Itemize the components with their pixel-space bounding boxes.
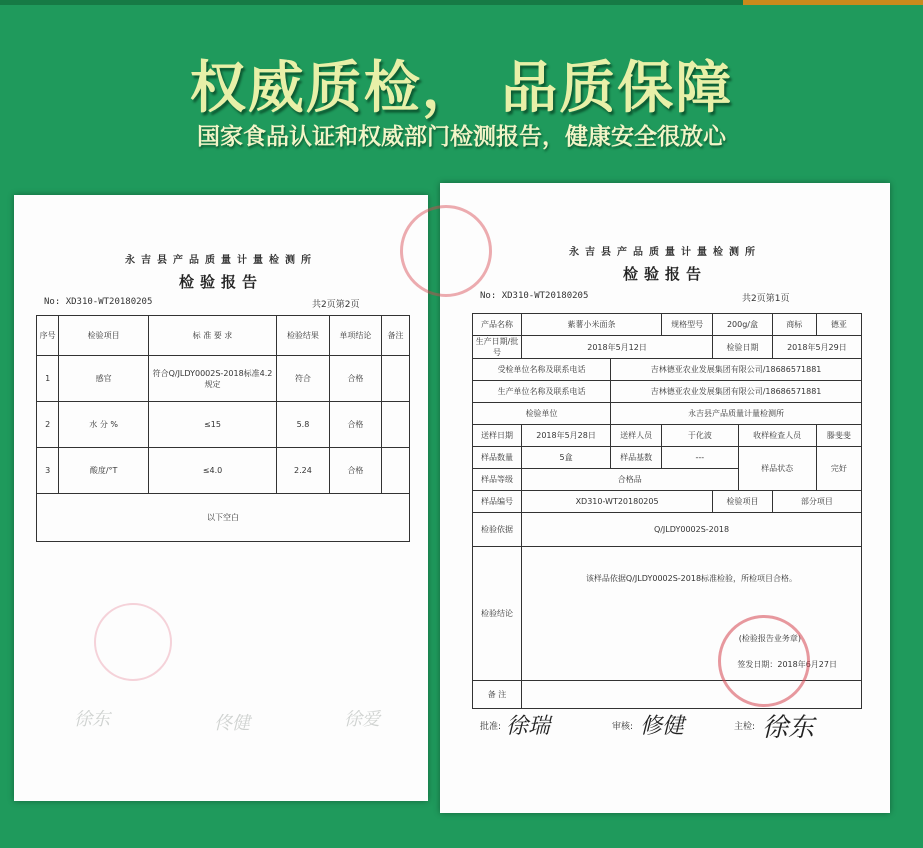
seal-note: (检验报告业务章) <box>738 634 801 643</box>
table-row: 样品编号 XD310-WT20180205 检验项目 部分项目 <box>473 491 862 513</box>
approve-label: 批准: <box>480 722 502 732</box>
table-row: 3 酸度/°T ≤4.0 2.24 合格 <box>37 448 410 494</box>
left-page: 共2页第2页 <box>312 300 360 310</box>
right-title: 检验报告 <box>622 265 707 283</box>
table-footer-row <box>37 494 410 542</box>
table-row: 送样日期 2018年5月28日 送样人员 于化波 收样检查人员 滕斐斐 <box>473 425 862 447</box>
official-stamp <box>718 615 810 707</box>
faint-signature: 徐爱 <box>344 709 380 730</box>
table-header-row <box>37 316 410 356</box>
table-row: 产品名称 紫薯小米面条 规格型号 200g/盒 商标 德亚 <box>473 314 862 336</box>
table-row: 生产单位名称及联系电话 吉林德亚农业发展集团有限公司/18686571881 <box>473 381 862 403</box>
conclusion-cell <box>522 547 862 681</box>
table-row: 受检单位名称及联系电话 吉林德亚农业发展集团有限公司/18686571881 <box>473 359 862 381</box>
main-inspector-label: 主检: <box>734 722 756 732</box>
header-cell: 检验结果 <box>277 316 330 356</box>
table-row: 2 水 分 % ≤15 5.8 合格 <box>37 402 410 448</box>
right-institute: 永吉县产品质量计量检测所 <box>569 247 761 258</box>
banner-headline: 权威质检， 品质保障 <box>189 56 734 121</box>
conclusion-text: 该样品依据Q/JLDY0002S-2018标准检验，所检项目合格。 <box>585 574 798 583</box>
left-title: 检验报告 <box>178 273 263 291</box>
header-cell: 序号 <box>37 316 59 356</box>
issue-date: 签发日期：2018年6月27日 <box>737 660 837 669</box>
header-cell: 检验项目 <box>59 316 149 356</box>
table-row: 检验依据 Q/JLDY0002S-2018 <box>473 513 862 547</box>
review-label: 审核: <box>612 722 634 732</box>
right-number: No: XD310-WT20180205 <box>480 291 589 301</box>
header-cell: 标 准 要 求 <box>148 316 276 356</box>
faint-signature: 佟健 <box>214 713 250 734</box>
left-results-table <box>36 315 410 542</box>
table-row: 检验单位 永吉县产品质量计量检测所 <box>473 403 862 425</box>
report-page-2 <box>14 195 428 801</box>
header-cell: 备注 <box>382 316 410 356</box>
header-cell: 单项结论 <box>329 316 381 356</box>
main-inspector-signature: 徐东 <box>762 713 815 743</box>
review-signature: 修健 <box>640 714 685 739</box>
blank-note: 以下空白 <box>37 494 410 542</box>
table-row: 样品等级 合格品 <box>473 469 862 491</box>
faint-seal <box>94 603 172 681</box>
table-row: 备 注 <box>473 681 862 709</box>
banner-subline: 国家食品认证和权威部门检测报告，健康安全很放心 <box>197 124 726 150</box>
table-row: 生产日期/批号 2018年5月12日 检验日期 2018年5月29日 <box>473 336 862 359</box>
right-page: 共2页第1页 <box>742 294 790 304</box>
top-bar-accent <box>743 0 923 5</box>
approve-signature: 徐瑞 <box>506 714 551 739</box>
table-row: 样品数量 5盒 样品基数 --- 样品状态 完好 <box>473 447 862 469</box>
table-row: 检验结论 该样品依据Q/JLDY0002S-2018标准检验，所检项目合格。 (检验报告业务章) 签发日期：2018年6月27日 <box>473 547 862 681</box>
top-bar <box>0 0 923 5</box>
left-number: No: XD310-WT20180205 <box>44 297 153 307</box>
faint-signature: 徐东 <box>74 709 110 730</box>
left-institute: 永吉县产品质量计量检测所 <box>125 255 317 266</box>
report-page-1 <box>440 183 890 813</box>
table-row: 1 感官 符合Q/JLDY0002S-2018标准4.2规定 符合 合格 <box>37 356 410 402</box>
